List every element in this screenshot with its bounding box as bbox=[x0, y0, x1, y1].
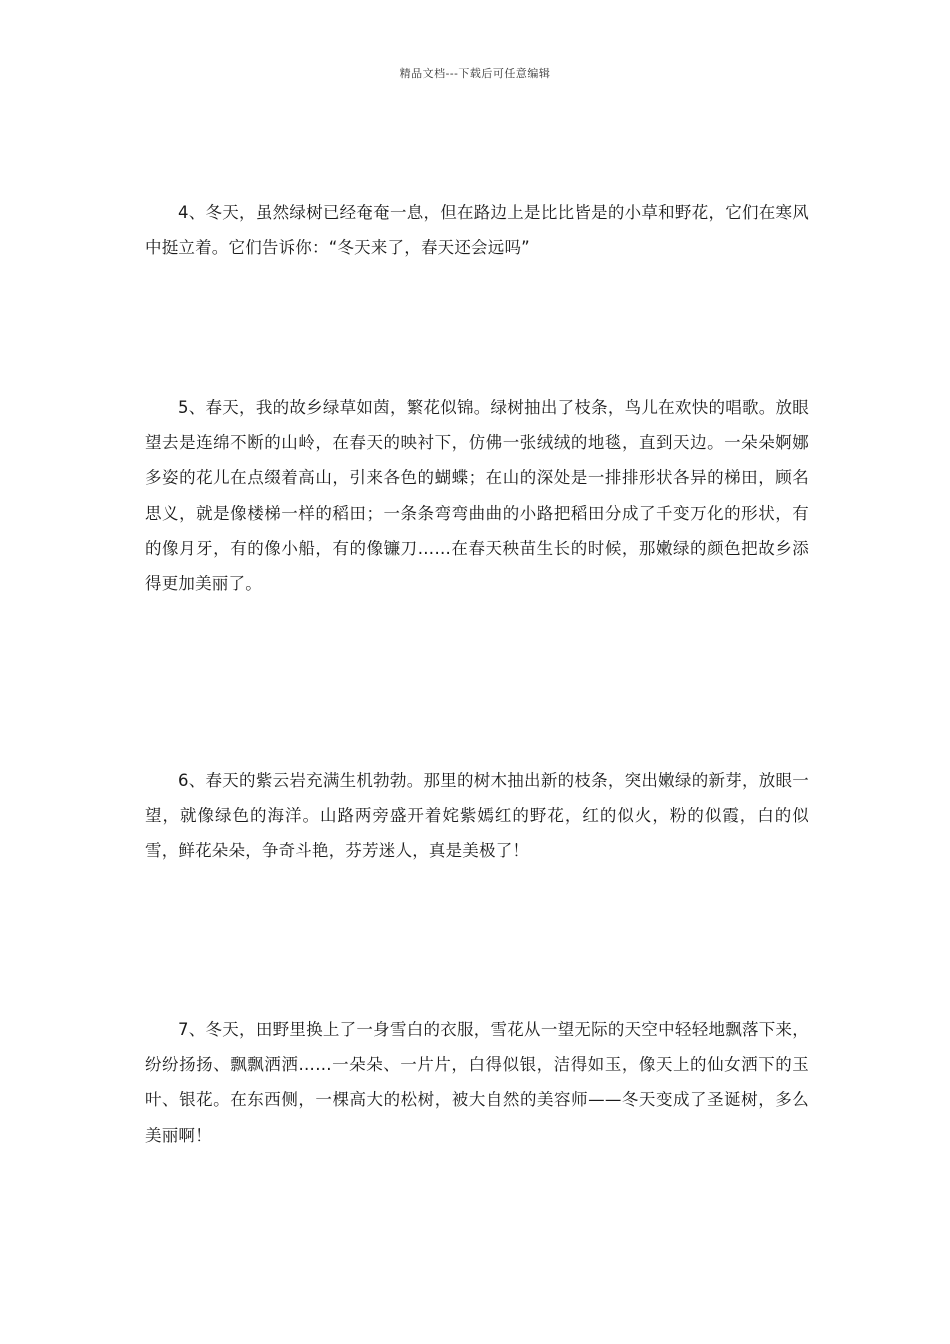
page-header: 精品文档---下载后可任意编辑 bbox=[399, 67, 551, 80]
paragraph-4: 4、冬天，虽然绿树已经奄奄一息，但在路边上是比比皆是的小草和野花，它们在寒风中挺立着。它们告诉你：“冬天来了，春天还会远吗” bbox=[145, 203, 809, 258]
paragraph-5: 5、春天，我的故乡绿草如茵，繁花似锦。绿树抽出了枝条，鸟儿在欢快的唱歌。放眼望去是连绵不断的山岭，在春天的映衬下，仿佛一张绒绒的地毯，直到天边。一朵朵婀娜多姿的花儿在点缀着高山，引来各色的蝴蝶；在山的深处是一排排形状各异的梯田，顾名思义，就是像楼梯一样的稻田；一条条弯弯曲曲的小路把稻田分成了千变万化的形状，有的像月牙，有的像小船，有的像镰刀……在春天秧苗生长的时候，那嫩绿的颜色把故乡添得更加美丽了。 bbox=[145, 398, 809, 594]
paragraph-6: 6、春天的紫云岩充满生机勃勃。那里的树木抽出新的枝条，突出嫩绿的新芽，放眼一望，就像绿色的海洋。山路两旁盛开着姹紫嫣红的野花，红的似火，粉的似霞，白的似雪，鲜花朵朵，争奇斗艳，芬芳迷人，真是美极了！ bbox=[145, 771, 809, 861]
paragraph-7: 7、冬天，田野里换上了一身雪白的衣服，雪花从一望无际的天空中轻轻地飘落下来，纷纷扬扬、飘飘洒洒……一朵朵、一片片，白得似银，洁得如玉，像天上的仙女洒下的玉叶、银花。在东西侧，一棵高大的松树，被大自然的美容师——冬天变成了圣诞树，多么美丽啊！ bbox=[145, 1020, 809, 1145]
